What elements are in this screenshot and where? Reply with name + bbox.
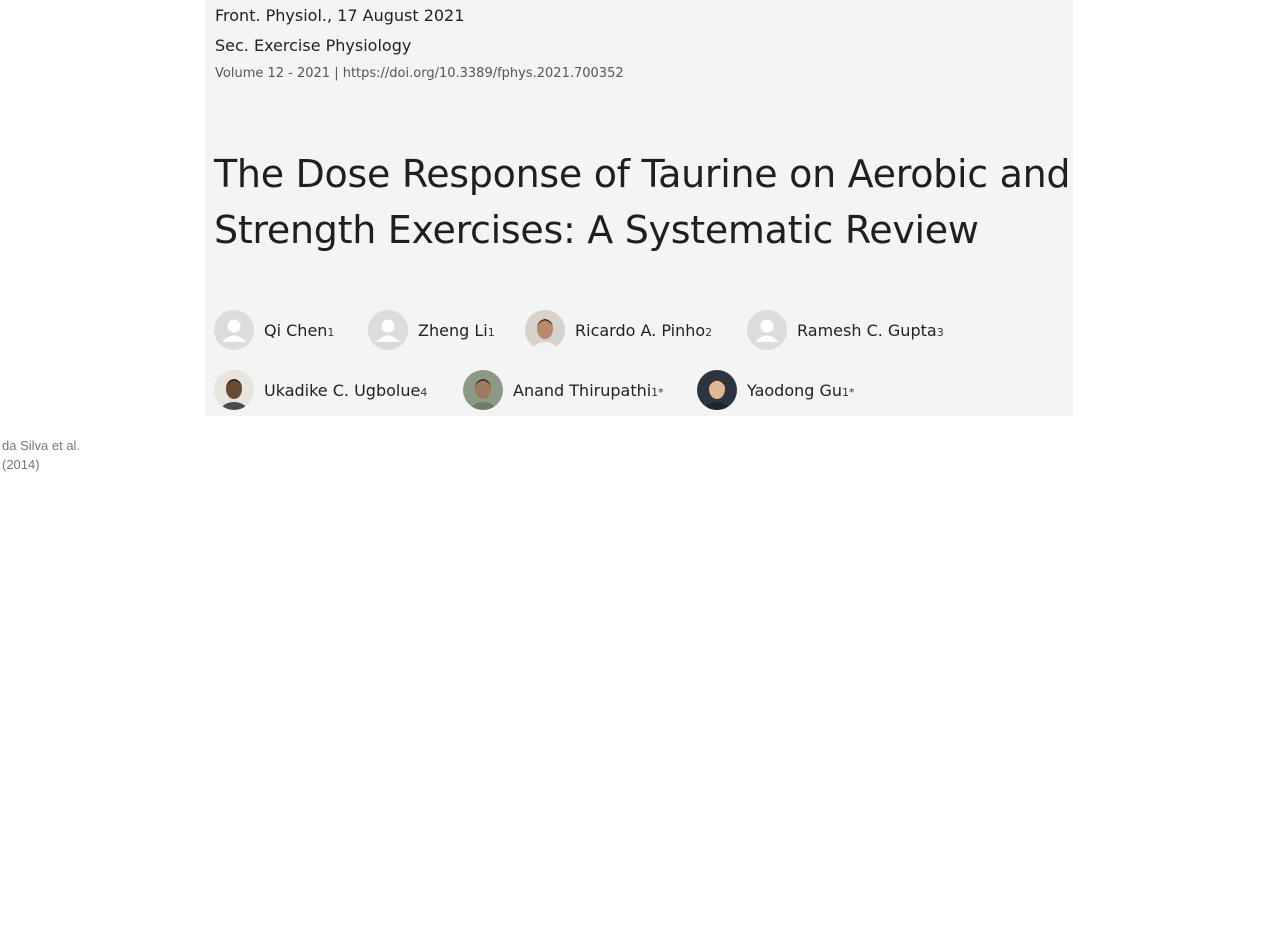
author-name-text[interactable]: Ukadike C. Ugbolue (264, 380, 421, 400)
journal-line: Front. Physiol., 17 August 2021 (215, 6, 465, 25)
author-name-text[interactable]: Anand Thirupathi (513, 380, 652, 400)
author-name-text[interactable]: Ramesh C. Gupta (797, 320, 937, 340)
affiliation-marker[interactable]: 3 (936, 325, 944, 339)
author-name[interactable] (418, 321, 495, 340)
affiliation-marker[interactable]: 4 (420, 385, 428, 399)
affiliation-marker[interactable]: 2 (705, 325, 713, 339)
section-line[interactable]: Sec. Exercise Physiology (215, 36, 412, 55)
volume-doi-line[interactable]: Volume 12 - 2021 | https://doi.org/10.3389/fphys.2021.700352 (215, 66, 624, 81)
author-3[interactable] (525, 310, 712, 350)
author-name[interactable] (264, 321, 334, 340)
author-name-text[interactable]: Qi Chen (264, 320, 328, 340)
author-5[interactable] (214, 370, 427, 410)
author-6[interactable] (463, 370, 664, 410)
author-name[interactable] (264, 381, 427, 400)
author-name[interactable] (575, 321, 712, 340)
affiliation-marker[interactable]: 1* (651, 385, 664, 399)
author-name-text[interactable]: Zheng Li (418, 320, 488, 340)
avatar-placeholder-icon (747, 310, 787, 350)
affiliation-marker[interactable]: 1 (487, 325, 495, 339)
author-photo (214, 370, 254, 410)
author-name[interactable] (797, 321, 944, 340)
author-2[interactable] (368, 310, 495, 350)
author-photo (525, 310, 565, 350)
avatar-placeholder-icon (214, 310, 254, 350)
avatar-placeholder-icon (368, 310, 408, 350)
affiliation-marker[interactable]: 1* (842, 385, 855, 399)
author-name[interactable] (513, 381, 664, 400)
author-photo (697, 370, 737, 410)
author-7[interactable] (697, 370, 855, 410)
cell-line: da Silva et al. (2, 438, 81, 453)
author-4[interactable] (747, 310, 944, 350)
author-1[interactable] (214, 310, 334, 350)
author-photo (463, 370, 503, 410)
author-name-text[interactable]: Yaodong Gu (747, 380, 843, 400)
article-title: The Dose Response of Taurine on Aerobic and Strength Exercises: A Systematic Review (214, 152, 1071, 252)
author-name[interactable] (747, 381, 855, 400)
cell-line: (2014) (2, 456, 40, 472)
author-name-text[interactable]: Ricardo A. Pinho (575, 320, 706, 340)
table-cell-ref (2, 437, 117, 475)
affiliation-marker[interactable]: 1 (327, 325, 335, 339)
